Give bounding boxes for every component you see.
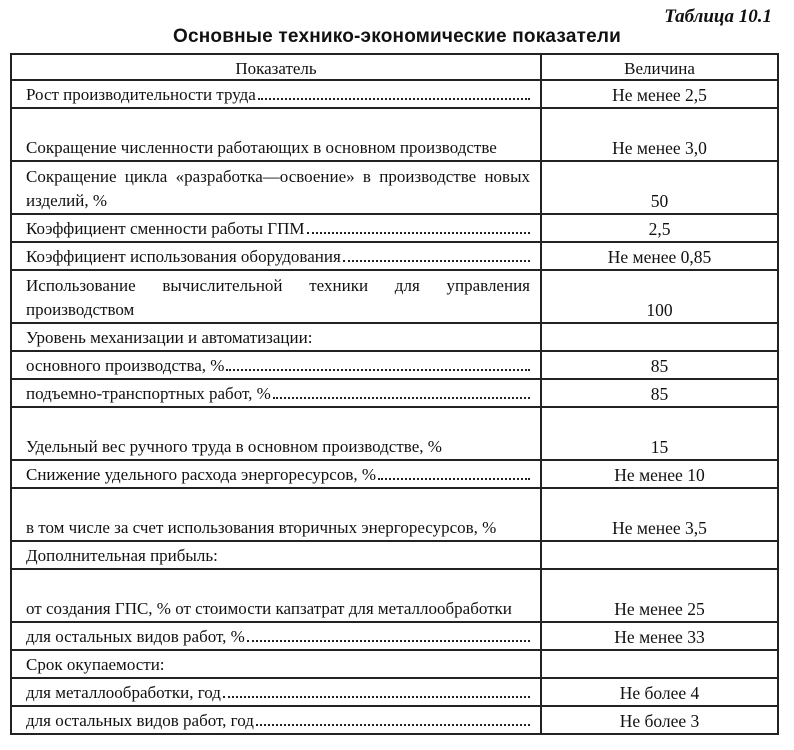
table-row — [11, 488, 778, 541]
indicator-cell: Дополнительная прибыль: — [11, 541, 541, 569]
value-cell — [541, 650, 778, 678]
indicator-text: для остальных видов работ, % — [26, 627, 245, 646]
indicator-cell — [11, 622, 541, 650]
value-cell: 85 — [541, 379, 778, 407]
table-row — [11, 650, 778, 678]
table-row — [11, 351, 778, 379]
table-title: Основные технико-экономические показатели — [172, 26, 622, 47]
indicator-text: Снижение удельного расхода энергоресурсов, % — [26, 465, 377, 484]
indicator-column-header: Показатель — [11, 54, 541, 80]
indicator-cell: Уровень механизации и автоматизации: — [11, 323, 541, 351]
table-header-row — [11, 54, 778, 80]
indicator-cell — [11, 242, 541, 270]
table-row — [11, 161, 778, 214]
table-row — [11, 323, 778, 351]
indicator-cell: Срок окупаемости: — [11, 650, 541, 678]
table-row — [11, 80, 778, 108]
indicator-cell — [11, 214, 541, 242]
indicator-cell: от создания ГПС, % от стоимости капзатрат для металлообработки — [11, 569, 541, 622]
indicator-cell: в том числе за счет использования вторичных энергоресурсов, % — [11, 488, 541, 541]
table-caption: Таблица 10.1 — [664, 6, 772, 27]
indicator-cell: Сокращение численности работающих в основном производстве — [11, 108, 541, 161]
indicator-text: для металлообработки, год — [26, 683, 221, 702]
leader-dots — [273, 397, 530, 399]
table-row — [11, 270, 778, 323]
value-cell: Не менее 33 — [541, 622, 778, 650]
table-row — [11, 460, 778, 488]
table-row — [11, 214, 778, 242]
indicator-cell — [11, 80, 541, 108]
indicator-cell — [11, 460, 541, 488]
value-cell: Не менее 2,5 — [541, 80, 778, 108]
value-cell: Не более 3 — [541, 706, 778, 734]
leader-dots — [256, 724, 530, 726]
value-cell: Не менее 25 — [541, 569, 778, 622]
value-cell: Не менее 3,5 — [541, 488, 778, 541]
indicator-cell: Сокращение цикла «разработка—освоение» в производстве новых изделий, % — [11, 161, 541, 214]
indicator-cell — [11, 678, 541, 706]
leader-dots — [226, 369, 530, 371]
table-row — [11, 706, 778, 734]
indicator-cell — [11, 379, 541, 407]
value-cell: 50 — [541, 161, 778, 214]
indicator-text: Коэффициент использования оборудования — [26, 247, 341, 266]
value-column-header: Величина — [541, 54, 778, 80]
value-cell: 15 — [541, 407, 778, 460]
indicator-text: подъемно-транспортных работ, % — [26, 384, 271, 403]
table-row — [11, 379, 778, 407]
value-cell — [541, 541, 778, 569]
table-row — [11, 108, 778, 161]
indicator-cell: Использование вычислительной техники для управления производством — [11, 270, 541, 323]
indicator-cell — [11, 706, 541, 734]
leader-dots — [258, 98, 530, 100]
value-cell: Не более 4 — [541, 678, 778, 706]
indicator-cell: Удельный вес ручного труда в основном производстве, % — [11, 407, 541, 460]
indicator-text: основного производства, % — [26, 356, 225, 375]
indicator-text: Рост производительности труда — [26, 85, 256, 104]
value-cell: Не менее 3,0 — [541, 108, 778, 161]
leader-dots — [247, 640, 530, 642]
leader-dots — [223, 696, 530, 698]
value-cell: 2,5 — [541, 214, 778, 242]
indicator-cell — [11, 351, 541, 379]
table-row — [11, 407, 778, 460]
indicator-text: Коэффициент сменности работы ГПМ — [26, 219, 305, 238]
value-cell: 100 — [541, 270, 778, 323]
indicator-text: для остальных видов работ, год — [26, 711, 254, 730]
table-row — [11, 622, 778, 650]
table-row — [11, 541, 778, 569]
value-cell: Не менее 10 — [541, 460, 778, 488]
leader-dots — [378, 478, 530, 480]
value-cell: Не менее 0,85 — [541, 242, 778, 270]
table-row — [11, 242, 778, 270]
leader-dots — [307, 232, 530, 234]
value-cell — [541, 323, 778, 351]
table-row — [11, 678, 778, 706]
leader-dots — [343, 260, 530, 262]
table-row — [11, 569, 778, 622]
indicators-table — [10, 53, 779, 735]
value-cell: 85 — [541, 351, 778, 379]
